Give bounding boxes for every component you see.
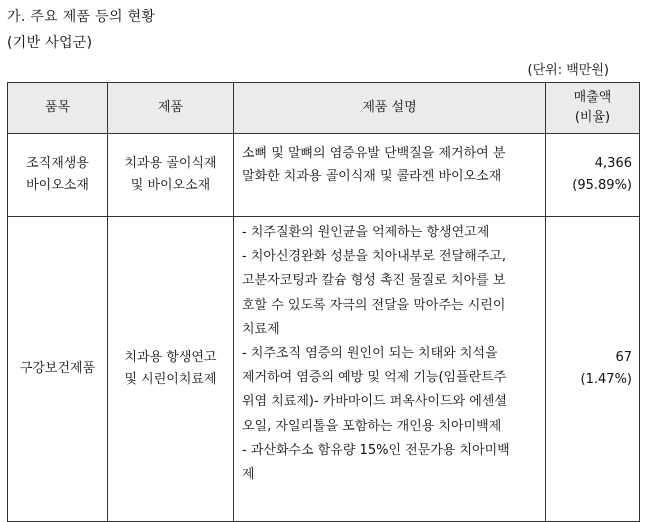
cell-sales [546,134,640,217]
header-description: 제품 설명 [234,83,546,134]
sales-ratio: (95.89%) [572,178,632,193]
sales-ratio: (1.47%) [580,372,632,387]
table-row [8,217,640,522]
cell-product: 치과용 골이식재 및 바이오소재 [108,134,234,217]
table-header-row [8,83,640,134]
cell-item: 구강보건제품 [8,217,108,522]
cell-sales [546,217,640,522]
cell-item: 조직재생용 바이오소재 [8,134,108,217]
unit-label: (단위: 백만원) [527,63,609,78]
section-heading: 가. 주요 제품 등의 현황 [7,9,156,25]
header-sales [546,83,640,134]
header-item: 품목 [8,83,108,134]
sales-value: 4,366 [594,156,632,171]
sales-value: 67 [615,350,632,365]
table-row [8,134,640,217]
cell-description: 소뼈 및 말뼈의 염증유발 단백질을 제거하여 분 말화한 치과용 골이식재 및 콜라겐 바이오소재 [234,134,546,217]
section-subheading: (기반 사업군) [7,35,93,51]
cell-product: 치과용 항생연고 및 시린이치료제 [108,217,234,522]
header-ratio-label: (비율) [574,110,611,125]
header-product: 제품 [108,83,234,134]
header-sales-label: 매출액 [573,90,612,105]
product-table [7,82,640,522]
cell-description: - 치주질환의 원인균을 억제하는 항생연고제 - 치아신경완화 성분을 치아내부로 전달해주고, 고분자코팅과 칼슘 형성 촉진 물질로 치아를 보 호할 수 있도록 자극의 전달을 막아주는 시린이 치료제 - 치주조직 염증의 원인이 되는 치태와 치석을 제거하여 염증의 예방 및 억제 기능(임플란트주 위염 치료제)- 카바마이드 퍼옥사이드와 에센셜 오일, 자일리톨을 포함하는 개인용 치아미백제 - 과산화수소 함유량 15%인 전문가용 치아미백 제 [234,217,546,522]
